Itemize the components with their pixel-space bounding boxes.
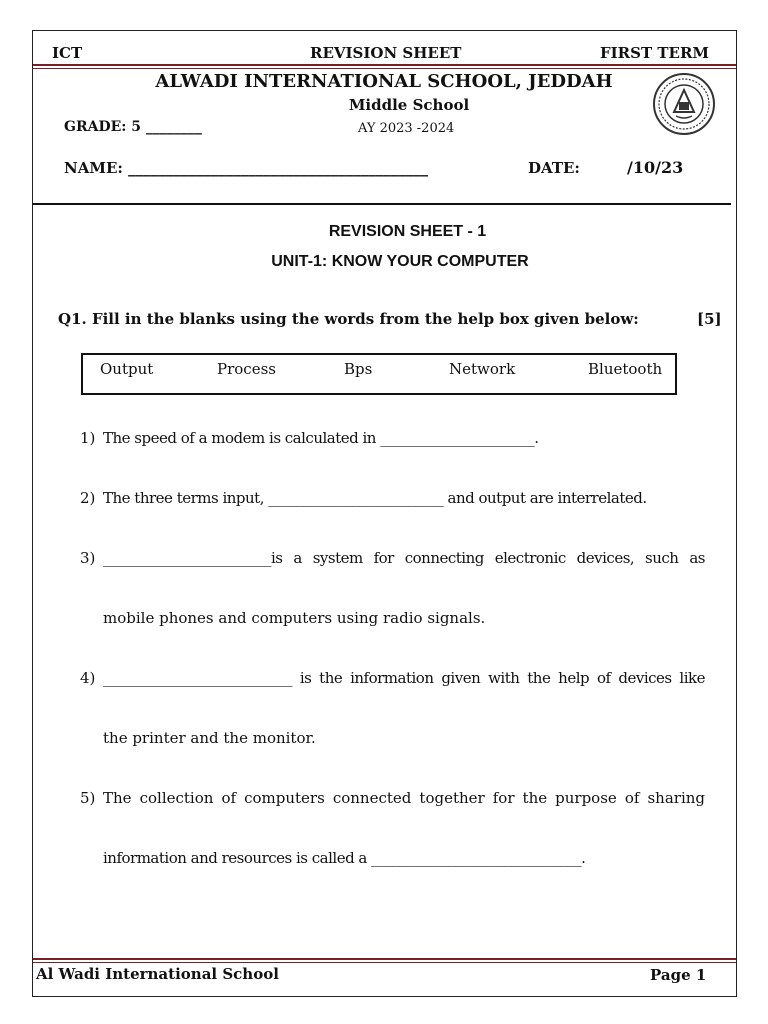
help-word: Bps	[344, 360, 373, 378]
header-divider-top	[33, 64, 736, 66]
date-value: /10/23	[627, 158, 684, 177]
date-label: DATE:	[528, 159, 580, 177]
help-word: Network	[449, 360, 516, 378]
item-line: The three terms input, _________________________ and output are interrelated.	[103, 489, 647, 507]
help-word: Output	[100, 360, 154, 378]
item-line-continued: the printer and the monitor.	[103, 729, 316, 747]
footer-school: Al Wadi International School	[36, 965, 279, 983]
unit-heading: UNIT-1: KNOW YOUR COMPUTER	[271, 253, 529, 270]
school-seal-icon	[652, 72, 716, 136]
term-label: FIRST TERM	[600, 44, 710, 62]
question-label: Q1. Fill in the blanks using the words from the help box given below:	[58, 310, 639, 328]
item-number: 3)	[80, 549, 96, 567]
subject-label: ICT	[52, 44, 83, 62]
item-number: 5)	[80, 789, 96, 807]
grade-label: GRADE: 5 ________	[64, 119, 202, 135]
item-number: 2)	[80, 489, 96, 507]
header-divider-top-thin	[33, 68, 736, 69]
item-number: 4)	[80, 669, 96, 687]
item-line: The collection of computers connected together for the purpose of sharing	[103, 789, 705, 807]
footer-divider	[33, 958, 736, 960]
help-word: Process	[217, 360, 276, 378]
footer-page-number: Page 1	[650, 966, 707, 984]
item-line-continued: information and resources is called a ______________________________.	[103, 849, 586, 867]
item-line: ________________________is a system for connecting electronic devices, such as	[103, 549, 705, 567]
sheet-heading: REVISION SHEET - 1	[328, 223, 487, 240]
name-field-label: NAME: ________________________________________	[64, 159, 429, 177]
division-label: Middle School	[348, 96, 470, 114]
footer-divider-thin	[33, 962, 736, 963]
question-marks: [5]	[697, 310, 722, 328]
item-line-continued: mobile phones and computers using radio signals.	[103, 609, 486, 627]
item-line: The speed of a modem is calculated in ______________________.	[103, 429, 539, 447]
academic-year: AY 2023 -2024	[358, 121, 455, 136]
school-name: ALWADI INTERNATIONAL SCHOOL, JEDDAH	[155, 71, 613, 92]
item-number: 1)	[80, 429, 96, 447]
item-line: ___________________________ is the information given with the help of devices like	[103, 669, 705, 687]
header-divider-bottom	[33, 203, 731, 205]
sheet-title-label: REVISION SHEET	[310, 44, 462, 62]
help-word: Bluetooth	[588, 360, 663, 378]
